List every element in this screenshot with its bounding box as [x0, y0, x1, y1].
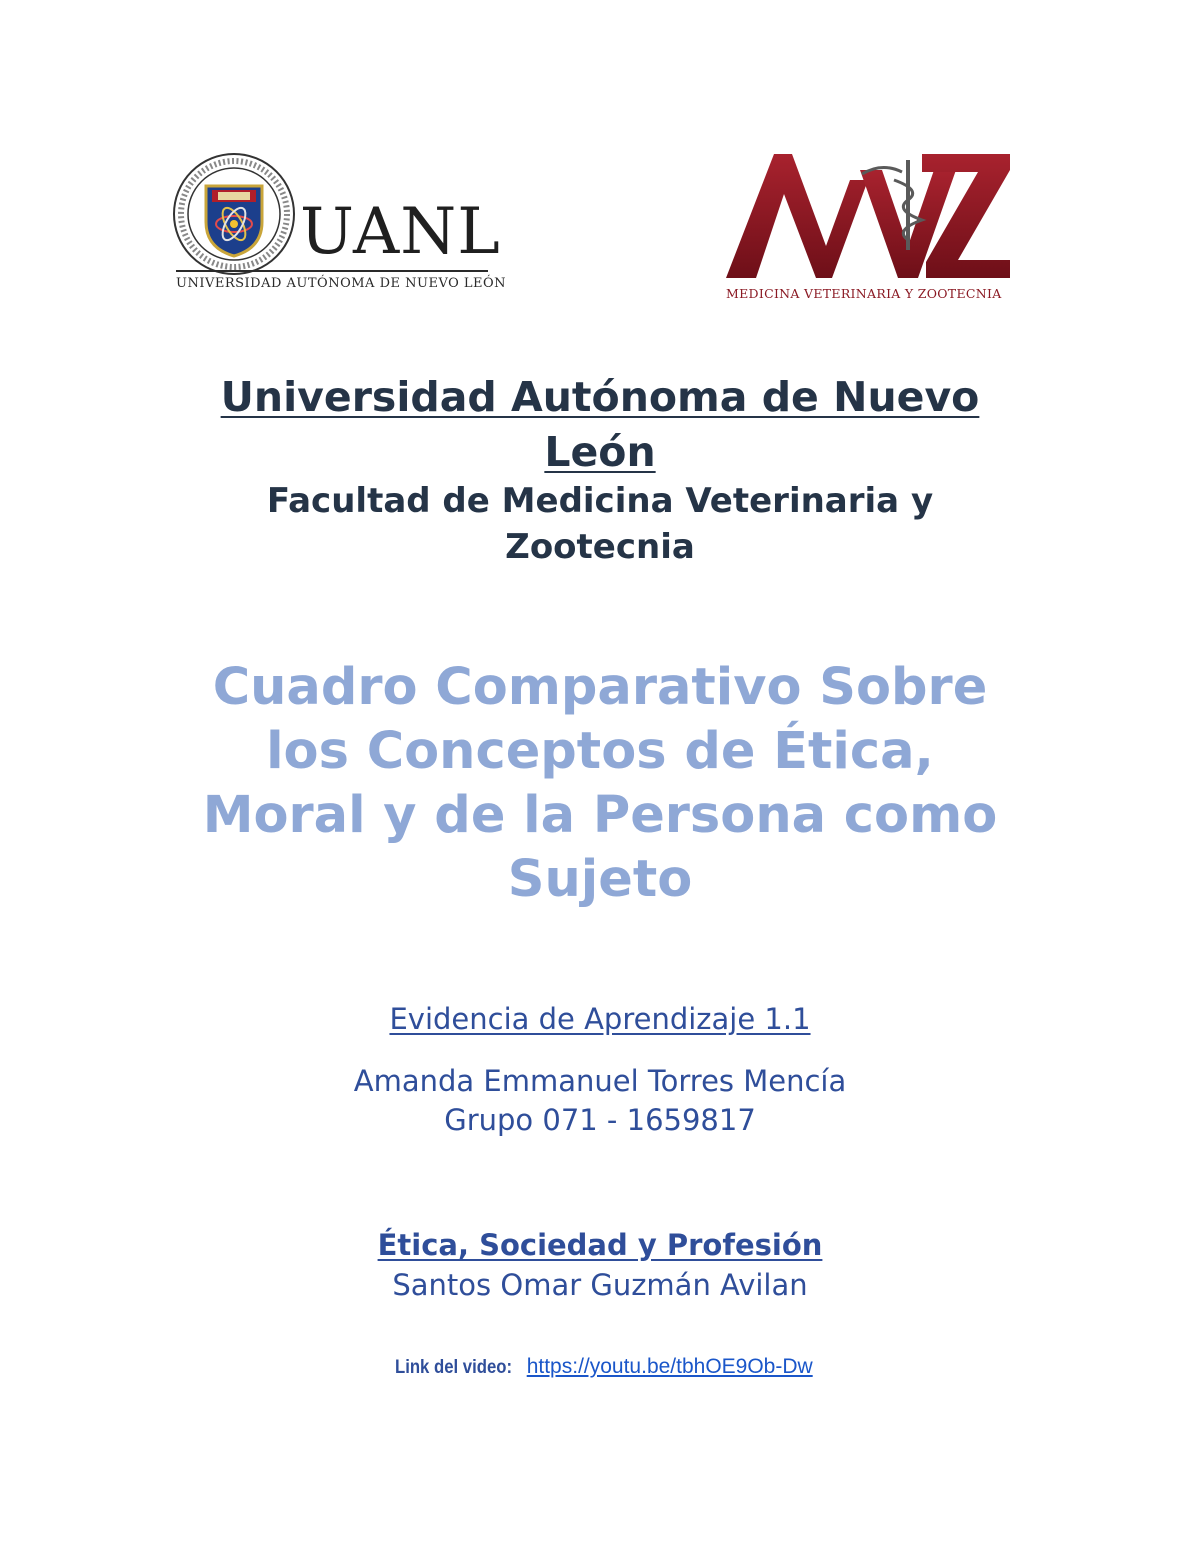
mvz-logo [722, 150, 1014, 305]
evidence-label: Evidencia de Aprendizaje 1.1 [389, 1002, 811, 1036]
course-name: Ética, Sociedad y Profesión [377, 1228, 823, 1262]
mvz-emblem-icon [722, 150, 1014, 282]
student-name: Amanda Emmanuel Torres Mencía [353, 1064, 847, 1098]
uanl-logo [172, 152, 507, 302]
video-link-label: Link del video: [395, 1357, 513, 1378]
uanl-wordmark: UANL [300, 195, 501, 269]
document-title [0, 656, 1200, 912]
faculty-title-line1: Facultad de Medicina Veterinaria y [266, 481, 934, 521]
document-title-line3: Moral y de la Persona como [202, 786, 998, 845]
faculty-title [0, 478, 1200, 570]
university-title [0, 370, 1200, 480]
teacher-name: Santos Omar Guzmán Avilan [392, 1268, 808, 1302]
document-title-line1: Cuadro Comparativo Sobre [212, 658, 988, 717]
uanl-seal-icon [172, 152, 296, 276]
uanl-divider [176, 270, 488, 272]
student-group: Grupo 071 - 1659817 [444, 1103, 756, 1137]
video-link-line [0, 1352, 1200, 1382]
mvz-subtitle: MEDICINA VETERINARIA Y ZOOTECNIA [726, 286, 1002, 301]
university-title-line2: León [544, 428, 656, 476]
faculty-title-line2: Zootecnia [505, 527, 695, 567]
document-title-line2: los Conceptos de Ética, [266, 722, 934, 781]
video-link[interactable]: https://youtu.be/tbhOE9Ob-Dw [526, 1355, 813, 1378]
document-title-line4: Sujeto [507, 850, 693, 909]
university-title-line1: Universidad Autónoma de Nuevo [220, 373, 980, 421]
uanl-subtitle: UNIVERSIDAD AUTÓNOMA DE NUEVO LEÓN [176, 276, 507, 291]
student-info [0, 1062, 1200, 1140]
